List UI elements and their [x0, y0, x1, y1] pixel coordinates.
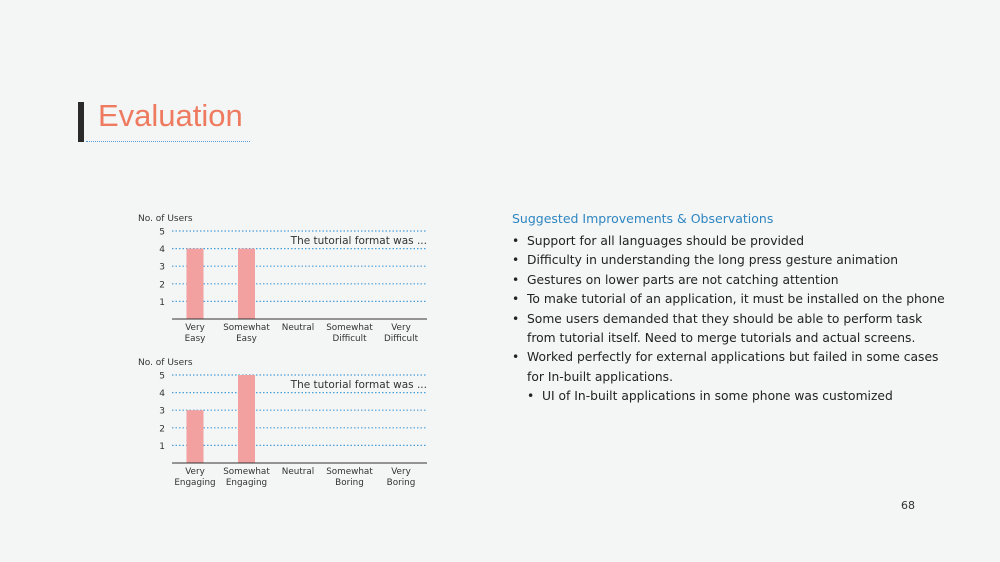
title-accent-bar: [78, 102, 84, 142]
y-tick-label: 3: [159, 262, 165, 273]
x-tick-label: Somewhat: [223, 323, 270, 333]
y-tick-label: 1: [159, 441, 165, 452]
bullet-icon: •: [512, 253, 520, 268]
y-tick-label: 4: [159, 245, 165, 256]
engagement-chart: [130, 354, 430, 494]
x-tick-label: Somewhat: [326, 467, 373, 477]
bullet-icon: •: [512, 311, 520, 326]
observation-item: • Worked perfectly for external applications but failed in some cases for In-built applications.: [512, 350, 939, 384]
observation-item: • Support for all languages should be provided: [512, 232, 952, 251]
x-tick-label: Difficult: [383, 334, 419, 344]
bar: [187, 410, 204, 463]
bar: [238, 249, 255, 319]
y-tick-label: 2: [159, 424, 165, 435]
y-tick-label: 4: [159, 389, 165, 400]
x-tick-label: Engaging: [225, 478, 268, 488]
x-tick-label: Somewhat: [223, 467, 270, 477]
x-tick-label: Easy: [236, 334, 257, 344]
observation-sub-item: • UI of In-built applications in some phone was customized: [512, 387, 952, 406]
bullet-icon: •: [527, 389, 535, 404]
observation-item: • Gestures on lower parts are not catching attention: [512, 271, 952, 290]
y-tick-label: 2: [159, 280, 165, 291]
observation-item: • Some users demanded that they should be able to perform task from tutorial itself. Need to merge tutorials and actual screens.: [512, 311, 923, 346]
x-tick-label: Neutral: [281, 323, 315, 333]
x-tick-label: Very: [391, 467, 411, 477]
bar: [238, 375, 255, 463]
chart-svg: [130, 210, 430, 350]
observation-item: • Difficulty in understanding the long press gesture animation: [512, 251, 952, 270]
x-tick-label: Very: [185, 467, 205, 477]
observations-list: [512, 232, 952, 407]
chart-title: The tutorial format was ...: [290, 235, 427, 247]
observations-panel: [512, 211, 952, 407]
bullet-icon: •: [512, 350, 520, 365]
x-tick-label: Somewhat: [326, 323, 373, 333]
bullet-icon: •: [512, 272, 520, 287]
x-tick-label: Easy: [184, 334, 206, 344]
page-title: Evaluation: [98, 98, 243, 133]
ease-chart: [130, 210, 430, 350]
y-tick-label: 3: [159, 406, 165, 417]
observation-item: • To make tutorial of an application, it must be installed on the phone: [512, 290, 952, 309]
x-tick-label: Boring: [386, 478, 416, 488]
y-tick-label: 5: [159, 227, 165, 238]
title-underline: [86, 141, 250, 142]
observations-heading: Suggested Improvements & Observations: [512, 211, 774, 226]
x-tick-label: Very: [185, 323, 205, 333]
chart-title: The tutorial format was ...: [290, 379, 427, 391]
x-tick-label: Neutral: [281, 467, 315, 477]
y-axis-label: No. of Users: [138, 358, 193, 368]
page-number: 68: [901, 499, 915, 512]
x-tick-label: Very: [391, 323, 411, 333]
y-axis-label: No. of Users: [138, 214, 193, 224]
x-tick-label: Difficult: [332, 334, 367, 344]
bar: [187, 249, 204, 319]
y-tick-label: 1: [159, 297, 165, 308]
bullet-icon: •: [512, 292, 520, 307]
x-tick-label: Engaging: [174, 478, 216, 488]
bullet-icon: •: [512, 234, 520, 248]
x-tick-label: Boring: [335, 478, 364, 488]
y-tick-label: 5: [159, 371, 165, 382]
chart-svg: [130, 354, 430, 494]
